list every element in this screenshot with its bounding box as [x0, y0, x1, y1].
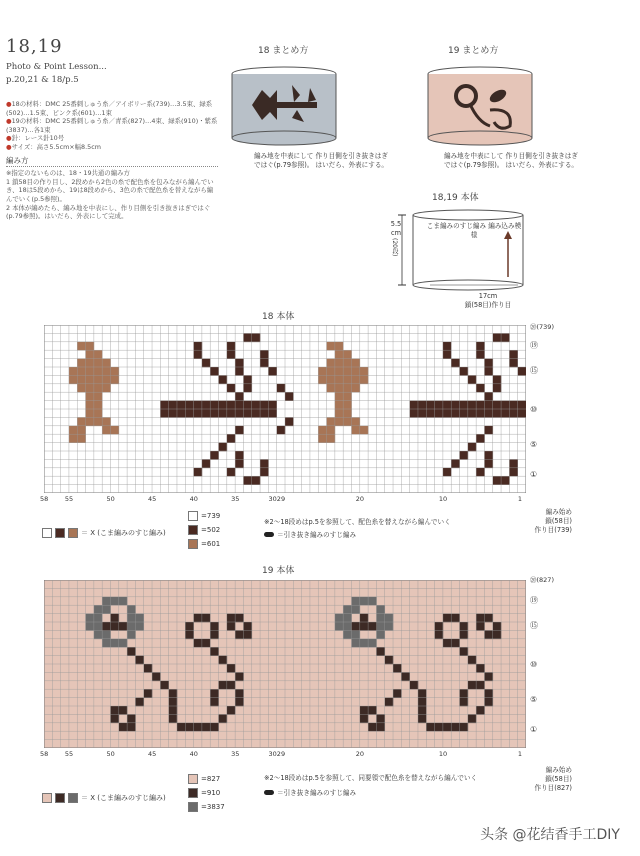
chart-19-start: 編み始め 鎖(58目) 作り目(827)	[534, 766, 572, 792]
axis-tick: 45	[148, 750, 157, 758]
diagram-18-cylinder	[222, 60, 352, 165]
body-diagram-title: 18,19 本体	[432, 193, 479, 203]
axis-tick: 20	[355, 750, 365, 758]
needle: 針：レース針10号	[11, 134, 65, 143]
axis-tick: 40	[189, 750, 198, 758]
diagram-19-cylinder	[418, 60, 548, 165]
axis-tick: 1	[517, 495, 522, 503]
chart-18-legend-main: ＝ X (こま編みのすじ編み)	[42, 528, 166, 538]
diagram-18-title: 18 まとめ方	[258, 46, 309, 56]
chart-18-axis	[40, 495, 526, 505]
lesson-label: Photo & Point Lesson...	[6, 62, 107, 72]
chart-18-toprow: ⑳(739)	[530, 323, 554, 331]
chart-18-title: 18 本体	[262, 312, 295, 322]
chart-19-legend-colors: =827 =910 =3837	[188, 774, 225, 812]
materials-block: ●18の材料：DMC 25番刺しゅう糸／アイボリー系(739)…3.5束、緑系(502)…1.5束、ピンク系(601)…1束 ●19の材料：DMC 25番刺しゅう糸／青系(827)…4束、緑系(910)・紫系(3837)…各1束 ●針：レース針10号 ●サイズ：高さ5.5cm×幅8.5cm 編み方 ※指定のないものは、18・19共通の編み方 1 鎖58目の作り目し、2段めから2色の糸で配色糸を包みながら編んでいき、18は5段めから、19は8段めから、3色の糸で配色糸を替えながら編んでいく(p.5参照)。 2 本体が編めたら、編み地を中表にし、作り目側を引き抜きはぎではぐ(p.79参照)。はいだら、外表にして完成。	[6, 100, 218, 221]
diagram-19-note: 編み地を中表にして 作り目側を引き抜きはぎではぐ(p.79参照)。 はいだら、外表にする。	[444, 152, 579, 169]
method-step1: 1 鎖58目の作り目し、2段めから2色の糸で配色糸を包みながら編んでいき、18は5段めから、19は8段めから、3色の糸で配色糸を替えながら編んでいく(p.5参照)。	[6, 177, 214, 203]
row-marker: ⑲	[530, 596, 538, 605]
chart-19-grid	[44, 580, 526, 748]
row-marker: ⑩	[530, 405, 538, 414]
method-note: ※指定のないものは、18・19共通の編み方	[6, 169, 130, 178]
row-marker: ⑤	[530, 440, 538, 449]
body-width: 17cm 鎖(58目)作り目	[464, 292, 512, 309]
axis-tick: 3029	[268, 750, 286, 758]
materials-18: 18の材料：DMC 25番刺しゅう糸／アイボリー系(739)…3.5束、緑系(502)…1.5束、ピンク系(601)…1束	[6, 100, 213, 117]
axis-tick: 10	[438, 750, 448, 758]
axis-tick: 1	[517, 750, 522, 758]
diagram-19-title: 19 まとめ方	[448, 46, 499, 56]
row-marker: ⑩	[530, 660, 538, 669]
chart-19-toprow: ⑳(827)	[530, 576, 554, 584]
method-heading: 編み方	[6, 155, 29, 165]
body-height: 5.5 cm (20段)	[390, 220, 402, 257]
chart-19-note1: ※2～18段めはp.5を参照して、同要領で配色糸を替えながら編んでいく	[264, 774, 478, 782]
axis-tick: 50	[106, 750, 115, 758]
chart-18-legend-colors: =739 =502 =601	[188, 511, 220, 549]
axis-tick: 55	[64, 750, 74, 758]
chart-18-grid	[44, 325, 526, 493]
chart-19-legend-main: ＝ X (こま編みのすじ編み)	[42, 793, 166, 803]
axis-tick: 50	[106, 495, 115, 503]
page-title: 18,19	[6, 36, 63, 57]
method-step2: 2 本体が編めたら、編み地を中表にし、作り目側を引き抜きはぎではぐ(p.79参照)。はいだら、外表にして完成。	[6, 203, 211, 221]
row-marker: ⑮	[530, 366, 538, 375]
axis-tick: 35	[231, 495, 240, 503]
axis-tick: 20	[355, 495, 365, 503]
chart-18-note2: ＝引き抜き編みのすじ編み	[264, 531, 356, 540]
axis-tick: 58	[40, 750, 49, 758]
axis-tick: 55	[64, 495, 74, 503]
chart-19-axis	[40, 750, 526, 760]
chart-19-title: 19 本体	[262, 566, 295, 576]
row-marker: ⑮	[530, 621, 538, 630]
row-marker: ①	[530, 725, 538, 734]
chart-19-note2: ＝引き抜き編みのすじ編み	[264, 789, 356, 798]
diagram-18-note: 編み地を中表にして 作り目側を引き抜きはぎではぐ(p.79参照)。 はいだら、外表にする。	[254, 152, 389, 169]
page-refs: p.20,21 & 18/p.5	[6, 75, 79, 85]
chart-18-start: 編み始め 鎖(58目) 作り目(739)	[534, 508, 572, 534]
size: サイズ：高さ5.5cm×幅8.5cm	[11, 142, 101, 151]
axis-tick: 10	[438, 495, 448, 503]
chart-18-note1: ※2～18段めはp.5を参照して、配色糸を替えながら編んでいく	[264, 518, 451, 526]
row-marker: ⑲	[530, 341, 538, 350]
row-marker: ①	[530, 470, 538, 479]
axis-tick: 3029	[268, 495, 286, 503]
row-marker: ⑤	[530, 695, 538, 704]
axis-tick: 40	[189, 495, 198, 503]
body-label: こま編みのすじ編み 編み込み模様	[426, 222, 522, 239]
axis-tick: 45	[148, 495, 157, 503]
axis-tick: 58	[40, 495, 49, 503]
axis-tick: 35	[231, 750, 240, 758]
materials-19: 19の材料：DMC 25番刺しゅう糸／青系(827)…4束、緑系(910)・紫系(3837)…各1束	[6, 117, 218, 134]
watermark: 头条 @花结香手工DIY	[480, 827, 620, 843]
